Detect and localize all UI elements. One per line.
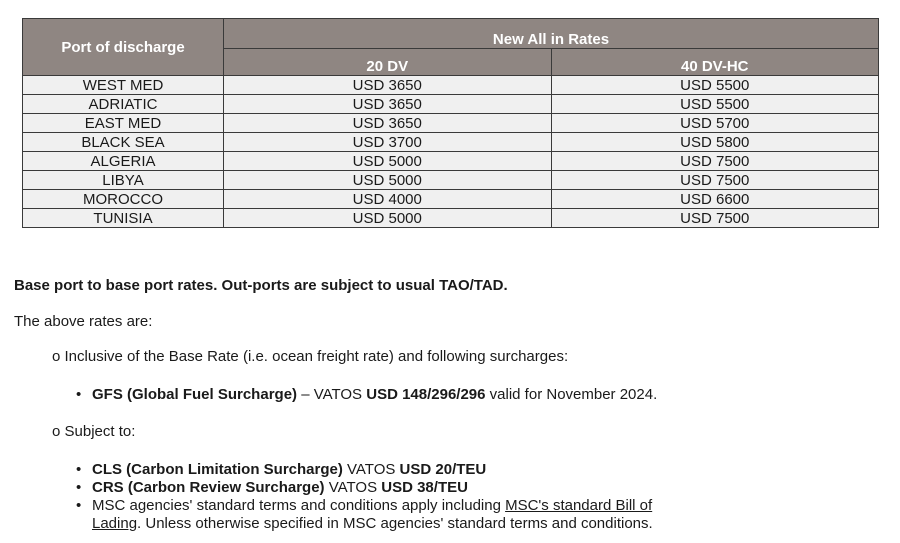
crs-label: CRS (Carbon Review Surcharge) <box>92 479 325 496</box>
above-rates-text: The above rates are: <box>14 313 153 330</box>
rate-20dv-cell: USD 5000 <box>224 152 552 171</box>
rate-40dvhc-cell: USD 5700 <box>551 114 879 133</box>
port-cell: ADRIATIC <box>23 95 224 114</box>
crs-item <box>76 479 696 497</box>
cls-label: CLS (Carbon Limitation Surcharge) <box>92 461 343 478</box>
table-row <box>23 114 879 133</box>
table-row <box>23 190 879 209</box>
rate-40dvhc-cell: USD 7500 <box>551 209 879 228</box>
rate-40dvhc-cell: USD 5800 <box>551 133 879 152</box>
port-cell: ALGERIA <box>23 152 224 171</box>
rates-table <box>22 18 879 228</box>
rate-40dvhc-cell: USD 6600 <box>551 190 879 209</box>
subject-to-list <box>76 461 696 533</box>
table-row <box>23 95 879 114</box>
header-20dv: 20 DV <box>224 49 552 76</box>
rate-40dvhc-cell: USD 7500 <box>551 171 879 190</box>
msc-post: . Unless otherwise specified in MSC agencies' standard terms and conditions. <box>137 515 653 532</box>
port-cell: TUNISIA <box>23 209 224 228</box>
header-new-all-in-rates: New All in Rates <box>224 19 879 49</box>
table-row <box>23 133 879 152</box>
port-cell: WEST MED <box>23 76 224 95</box>
rate-40dvhc-cell: USD 5500 <box>551 95 879 114</box>
rate-40dvhc-cell: USD 5500 <box>551 76 879 95</box>
inclusive-list <box>76 386 657 404</box>
header-40dvhc: 40 DV-HC <box>551 49 879 76</box>
rate-20dv-cell: USD 5000 <box>224 209 552 228</box>
header-port-of-discharge: Port of discharge <box>23 19 224 76</box>
rate-20dv-cell: USD 3650 <box>224 95 552 114</box>
rate-40dvhc-cell: USD 7500 <box>551 152 879 171</box>
port-cell: MOROCCO <box>23 190 224 209</box>
cls-amount: USD 20/TEU <box>399 461 487 478</box>
crs-amount: USD 38/TEU <box>381 479 468 496</box>
rate-20dv-cell: USD 5000 <box>224 171 552 190</box>
msc-pre: MSC agencies' standard terms and conditions apply including <box>92 497 506 514</box>
table-row <box>23 76 879 95</box>
gfs-label: GFS (Global Fuel Surcharge) <box>92 386 298 403</box>
table-row <box>23 152 879 171</box>
gfs-amount: USD 148/296/296 <box>366 386 486 403</box>
gfs-item <box>76 386 657 404</box>
msc-terms-item <box>76 497 696 533</box>
rate-20dv-cell: USD 3650 <box>224 76 552 95</box>
subject-to-text: o Subject to: <box>52 423 136 440</box>
gfs-mid: – VATOS <box>297 386 367 403</box>
base-port-note: Base port to base port rates. Out-ports are subject to usual TAO/TAD. <box>14 277 508 294</box>
cls-mid: VATOS <box>342 461 400 478</box>
rate-20dv-cell: USD 4000 <box>224 190 552 209</box>
crs-mid: VATOS <box>324 479 382 496</box>
table-row <box>23 171 879 190</box>
cls-item <box>76 461 696 479</box>
inclusive-text: o Inclusive of the Base Rate (i.e. ocean freight rate) and following surcharges: <box>52 348 569 365</box>
port-cell: BLACK SEA <box>23 133 224 152</box>
rate-20dv-cell: USD 3700 <box>224 133 552 152</box>
port-cell: LIBYA <box>23 171 224 190</box>
table-row <box>23 209 879 228</box>
rate-20dv-cell: USD 3650 <box>224 114 552 133</box>
port-cell: EAST MED <box>23 114 224 133</box>
bill-of-lading-link[interactable]: MSC's standard Bill of Lading <box>92 497 653 532</box>
gfs-tail: valid for November 2024. <box>485 386 658 403</box>
